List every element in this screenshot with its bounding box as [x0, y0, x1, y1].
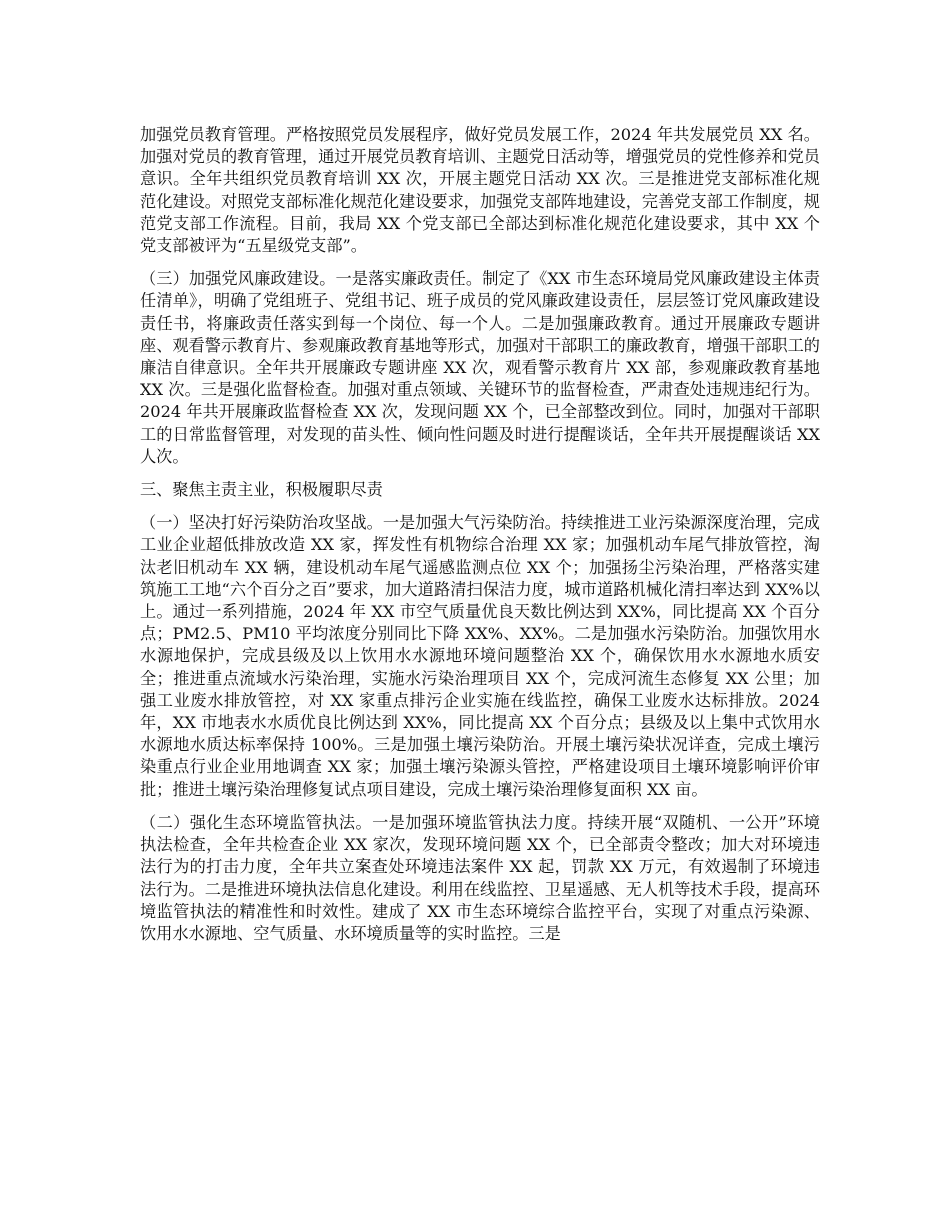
document-body [140, 124, 820, 956]
paragraph-party-member-education: 加强党员教育管理。严格按照党员发展程序，做好党员发展工作，2024 年共发展党员 XX 名。加强对党员的教育管理，通过开展党员教育培训、主题党日活动等，增强党员的党性修养和党员意识。全年共组织党员教育培训 XX 次，开展主题党日活动 XX 次。三是推进党支部标准化规范化建设。对照党支部标准化规范化建设要求，加强党支部阵地建设，完善党支部工作制度，规范党支部工作流程。目前，我局 XX 个党支部已全部达到标准化规范化建设要求，其中 XX 个党支部被评为“五星级党支部”。 [140, 125, 820, 256]
section-heading-duties: 三、聚焦主责主业，积极履职尽责 [140, 480, 383, 500]
paragraph-clean-governance: （三）加强党风廉政建设。一是落实廉政责任。制定了《XX 市生态环境局党风廉政建设主体责任清单》，明确了党组班子、党组书记、班子成员的党风廉政建设责任，层层签订党风廉政建设责任书，将廉政责任落实到每一个岗位、每一个人。二是加强廉政教育。通过开展廉政专题讲座、观看警示教育片、参观廉政教育基地等形式，加强对干部职工的廉政教育，增强干部职工的廉洁自律意识。全年共开展廉政专题讲座 XX 次，观看警示教育片 XX 部，参观廉政教育基地 XX 次。三是强化监督检查。加强对重点领域、关键环节的监督检查，严肃查处违规违纪行为。2024 年共开展廉政监督检查 XX 次，发现问题 XX 个，已全部整改到位。同时，加强对干部职工的日常监督管理，对发现的苗头性、倾向性问题及时进行提醒谈话，全年共开展提醒谈话 XX 人次。 [140, 269, 820, 466]
paragraph-environmental-enforcement: （二）强化生态环境监管执法。一是加强环境监管执法力度。持续开展“双随机、一公开”环境执法检查，全年共检查企业 XX 家次，发现环境问题 XX 个，已全部责令整改；加大对环境违法行为的打击力度，全年共立案查处环境违法案件 XX 起，罚款 XX 万元，有效遏制了环境违法行为。二是推进环境执法信息化建设。利用在线监控、卫星遥感、无人机等技术手段，提高环境监管执法的精准性和时效性。建成了 XX 市生态环境综合监控平台，实现了对重点污染源、饮用水水源地、空气质量、水环境质量等的实时监控。三是 [140, 812, 820, 943]
paragraph-pollution-prevention: （一）坚决打好污染防治攻坚战。一是加强大气污染防治。持续推进工业污染源深度治理，完成工业企业超低排放改造 XX 家，挥发性有机物综合治理 XX 家；加强机动车尾气排放管控，淘汰老旧机动车 XX 辆，建设机动车尾气遥感监测点位 XX 个；加强扬尘污染治理，严格落实建筑施工工地“六个百分之百”要求，加大道路清扫保洁力度，城市道路机械化清扫率达到 XX%以上。通过一系列措施，2024 年 XX 市空气质量优良天数比例达到 XX%，同比提高 XX 个百分点；PM2.5、PM10 平均浓度分别同比下降 XX%、XX%。二是加强水污染防治。加强饮用水水源地保护，完成县级及以上饮用水水源地环境问题整治 XX 个，确保饮用水水源地水质安全；推进重点流域水污染治理，实施水污染治理项目 XX 个，完成河流生态修复 XX 公里；加强工业废水排放管控，对 XX 家重点排污企业实施在线监控，确保工业废水达标排放。2024 年，XX 市地表水水质优良比例达到 XX%，同比提高 XX 个百分点；县级及以上集中式饮用水水源地水质达标率保持 100%。三是加强土壤污染防治。开展土壤污染状况详查，完成土壤污染重点行业企业用地调查 XX 家；加强土壤污染源头管控，严格建设项目土壤环境影响评价审批；推进土壤污染治理修复试点项目建设，完成土壤污染治理修复面积 XX 亩。 [140, 513, 820, 799]
